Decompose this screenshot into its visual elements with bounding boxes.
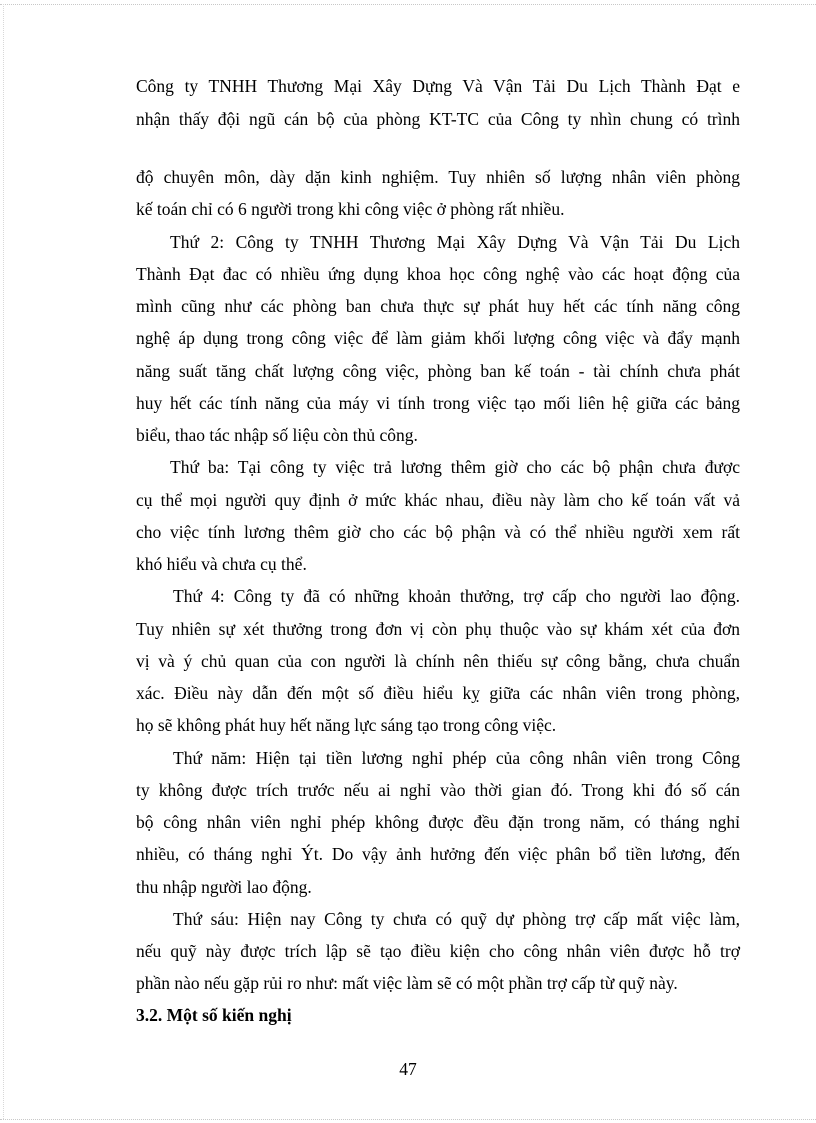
body-text-line: kế toán chỉ có 6 người trong khi công việc ở phòng rất nhiều.	[136, 199, 565, 219]
body-text-line: nhiều, có tháng nghỉ Ýt. Do vậy ảnh hưởng đến việc phân bổ tiền lương, đến	[136, 844, 740, 864]
body-text-line: bộ công nhân viên nghỉ phép không được đều đặn trong năm, có tháng nghỉ	[136, 812, 740, 832]
body-text-line: khó hiểu và chưa cụ thể.	[136, 554, 307, 574]
body-text-line: vị và ý chủ quan của con người là chính nên thiếu sự công bằng, chưa chuẩn	[136, 651, 740, 671]
paragraph-first-line: Thứ ba: Tại công ty việc trả lương thêm giờ cho các bộ phận chưa được	[170, 457, 740, 477]
body-text-line: Thành Đạt đac có nhiều ứng dụng khoa học công nghệ vào các hoạt động của	[136, 264, 740, 284]
body-text-line: nhận thấy đội ngũ cán bộ của phòng KT-TC của Công ty nhìn chung có trình	[136, 109, 740, 129]
page-border-top	[0, 4, 816, 5]
body-text-line: Công ty TNHH Thương Mại Xây Dựng Và Vận Tải Du Lịch Thành Đạt e	[136, 76, 740, 96]
section-heading: 3.2. Một số kiến nghị	[136, 1005, 292, 1025]
body-text-line: nếu quỹ này được trích lập sẽ tạo điều kiện cho công nhân viên được hỗ trợ	[136, 941, 740, 961]
page-number: 47	[399, 1059, 417, 1079]
body-text-line: huy hết các tính năng của máy vi tính trong việc tạo mối liên hệ giữa các bảng	[136, 393, 740, 413]
body-text-line: ty không được trích trước nếu ai nghỉ vào thời gian đó. Trong khi đó số cán	[136, 780, 740, 800]
body-text-line: biểu, thao tác nhập số liệu còn thủ công.	[136, 425, 418, 445]
body-text-line: nghệ áp dụng trong công việc để làm giảm khối lượng công việc và đẩy mạnh	[136, 328, 740, 348]
body-text-line: xác. Điều này dẫn đến một số điều hiểu kỵ giữa các nhân viên trong phòng,	[136, 683, 740, 703]
body-text-line: mình cũng như các phòng ban chưa thực sự phát huy hết các tính năng công	[136, 296, 740, 316]
body-text-line: năng suất tăng chất lượng công việc, phòng ban kế toán - tài chính chưa phát	[136, 361, 740, 381]
body-text-line: độ chuyên môn, dày dặn kinh nghiệm. Tuy nhiên số lượng nhân viên phòng	[136, 167, 740, 187]
body-text-line: họ sẽ không phát huy hết năng lực sáng tạo trong công việc.	[136, 715, 557, 735]
paragraph-first-line: Thứ năm: Hiện tại tiền lương nghỉ phép của công nhân viên trong Công	[173, 748, 740, 768]
page-border-bottom	[0, 1119, 816, 1120]
body-text-line: phần nào nếu gặp rủi ro như: mất việc làm sẽ có một phần trợ cấp từ quỹ này.	[136, 973, 678, 993]
body-text-line: cụ thể mọi người quy định ở mức khác nhau, điều này làm cho kế toán vất vả	[136, 490, 740, 510]
paragraph-first-line: Thứ 2: Công ty TNHH Thương Mại Xây Dựng Và Vận Tải Du Lịch	[170, 232, 740, 252]
body-text-line: Tuy nhiên sự xét thưởng trong đơn vị còn phụ thuộc vào sự khám xét của đơn	[136, 619, 740, 639]
body-text-line: cho việc tính lương thêm giờ cho các bộ phận và có thể nhiều người xem rất	[136, 522, 740, 542]
paragraph-first-line: Thứ sáu: Hiện nay Công ty chưa có quỹ dự phòng trợ cấp mất việc làm,	[173, 909, 740, 929]
paragraph-first-line: Thứ 4: Công ty đã có những khoản thưởng, trợ cấp cho người lao động.	[173, 586, 740, 606]
body-text-line: thu nhập người lao động.	[136, 877, 312, 897]
page-border-left	[3, 4, 4, 1119]
